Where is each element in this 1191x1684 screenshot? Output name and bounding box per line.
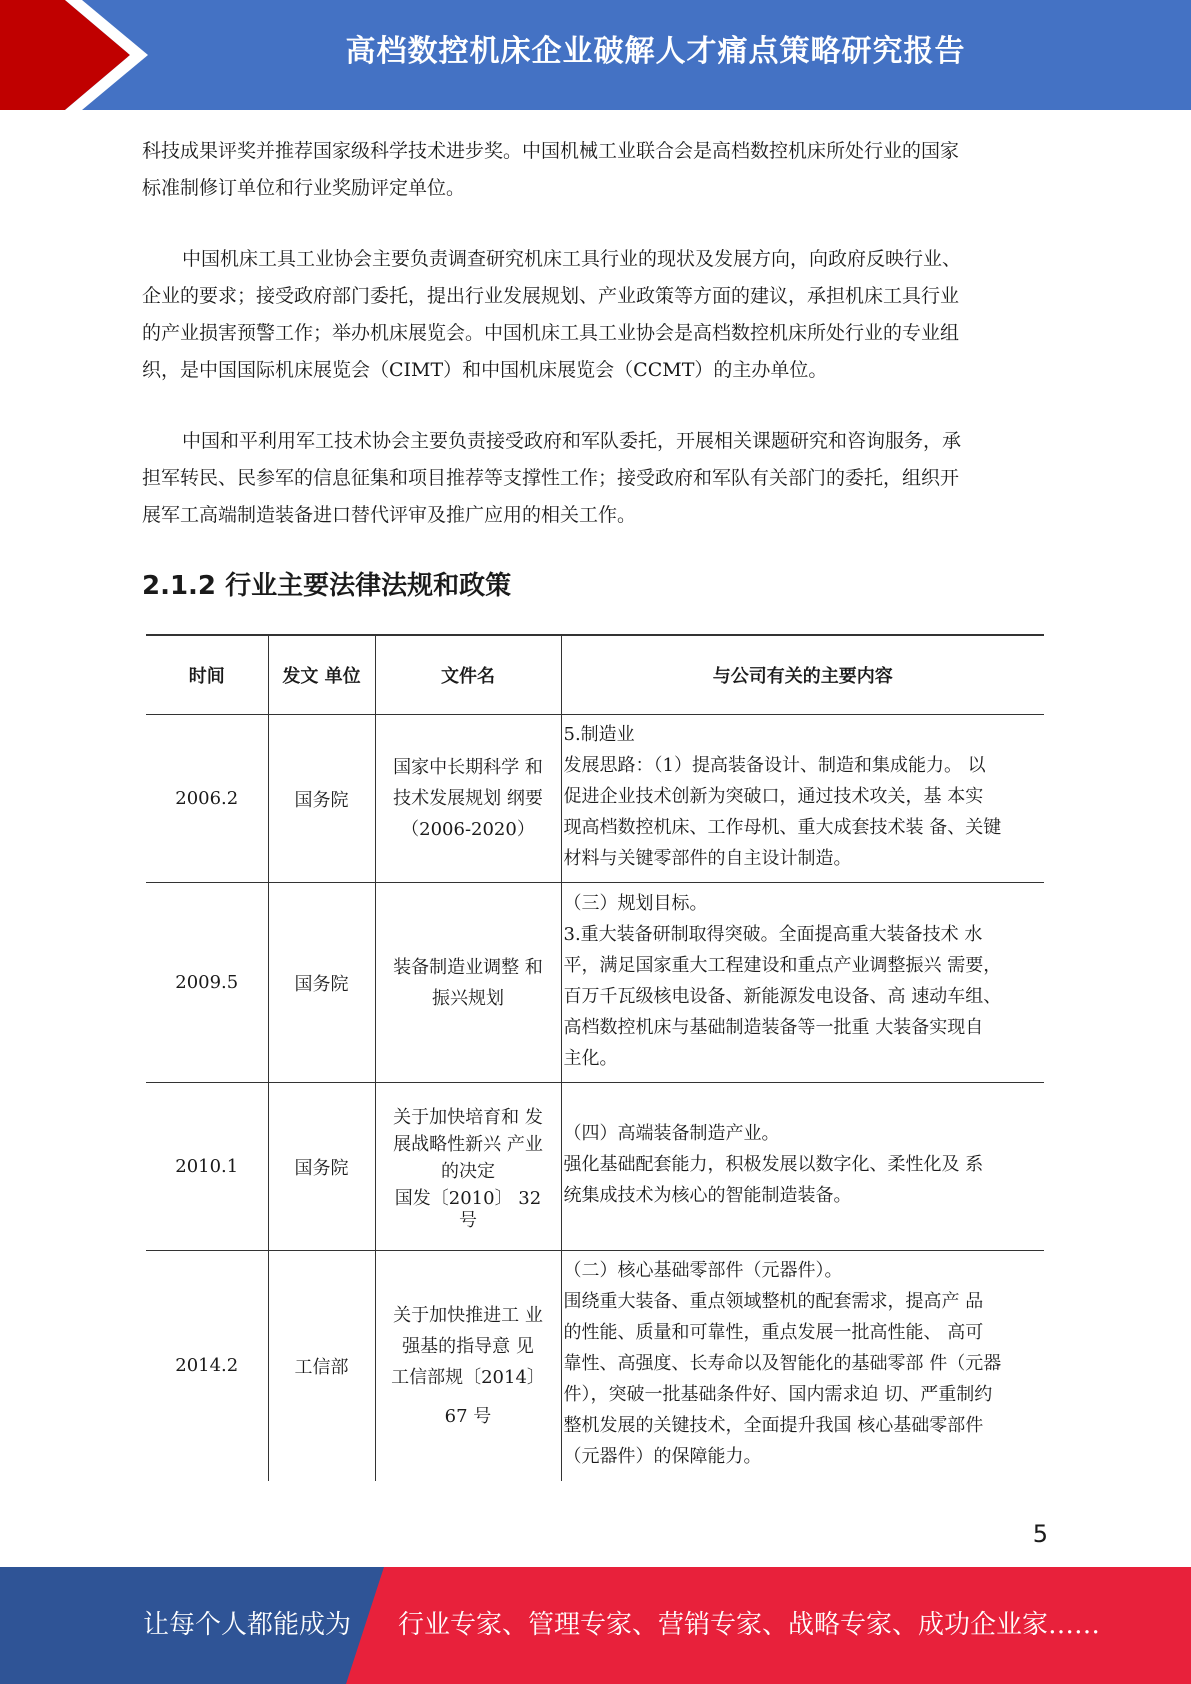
content-line: 平，满足国家重大工程建设和重点产业调整振兴 需要， <box>563 954 1002 976</box>
cell-time: 2009.5 <box>146 883 268 1083</box>
page-number: 5 <box>1032 1520 1048 1548</box>
column-header-document: 文件名 <box>375 635 561 715</box>
content-line: （元器件）的保障能力。 <box>563 1446 762 1468</box>
paragraph-line: 中国机床工具工业协会主要负责调查研究机床工具行业的现状及发展方向，向政府反映行业、 <box>182 248 962 270</box>
cell-document <box>375 1083 561 1251</box>
content-line: （四）高端装备制造产业。 <box>563 1123 780 1144</box>
doc-line: （2006-2020） <box>401 819 535 840</box>
doc-line: 号 <box>459 1209 477 1231</box>
content-line: 3.重大装备研制取得突破。全面提高重大装备技术 水 <box>563 923 983 945</box>
cell-content <box>561 883 1044 1083</box>
column-header-unit: 发文 单位 <box>268 635 375 715</box>
content-line: 的性能、质量和可靠性，重点发展一批高性能、 高可 <box>563 1322 984 1344</box>
content-line: 5.制造业 <box>563 724 635 745</box>
doc-line: 展战略性新兴 产业 <box>393 1133 543 1155</box>
content-line: 整机发展的关键技术，全面提升我国 核心基础零部件 <box>563 1415 984 1437</box>
cell-document <box>375 715 561 883</box>
paragraph-line: 标准制修订单位和行业奖励评定单位。 <box>142 177 466 199</box>
paragraph-line: 织，是中国国际机床展览会（CIMT）和中国机床展览会（CCMT）的主办单位。 <box>142 359 828 381</box>
table-header-row <box>146 635 1044 715</box>
paragraph-line: 科技成果评奖并推荐国家级科学技术进步奖。中国机械工业联合会是高档数控机床所处行业的国家 <box>142 140 960 162</box>
table-row <box>146 715 1044 883</box>
cell-document <box>375 1251 561 1481</box>
content-line: 现高档数控机床、工作母机、重大成套技术装 备、关键 <box>563 817 1002 838</box>
doc-line: 关于加快培育和 发 <box>393 1106 543 1128</box>
cell-content <box>561 715 1044 883</box>
page-header <box>0 0 1191 110</box>
paragraph-line: 的产业损害预警工作；举办机床展览会。中国机床工具工业协会是高档数控机床所处行业的专业组 <box>142 322 960 344</box>
doc-line: 的决定 <box>441 1160 495 1182</box>
cell-unit: 国务院 <box>268 883 375 1083</box>
content-line: 材料与关键零部件的自主设计制造。 <box>563 848 852 869</box>
content-line: 统集成技术为核心的智能制造装备。 <box>563 1185 852 1206</box>
cell-time: 2010.1 <box>146 1083 268 1251</box>
doc-line: 工信部规〔2014〕 <box>391 1366 545 1388</box>
content-line: 强化基础配套能力，积极发展以数字化、柔性化及 系 <box>563 1154 984 1175</box>
cell-content <box>561 1251 1044 1481</box>
doc-line: 装备制造业调整 和 <box>393 956 543 978</box>
cell-time: 2014.2 <box>146 1251 268 1481</box>
doc-line: 67 号 <box>444 1405 492 1427</box>
table-row <box>146 883 1044 1083</box>
content-line: 主化。 <box>563 1047 618 1069</box>
doc-line: 国家中长期科学 和 <box>393 757 543 778</box>
content-line: 发展思路：（1）提高装备设计、制造和集成能力。 以 <box>563 755 986 776</box>
paragraph-2 <box>142 241 1044 389</box>
table-row <box>146 1251 1044 1481</box>
cell-document <box>375 883 561 1083</box>
cell-unit: 国务院 <box>268 1083 375 1251</box>
cell-unit: 工信部 <box>268 1251 375 1481</box>
paragraph-line: 企业的要求；接受政府部门委托，提出行业发展规划、产业政策等方面的建议，承担机床工具行业 <box>142 285 960 307</box>
content-line: 围绕重大装备、重点领域整机的配套需求，提高产 品 <box>563 1291 984 1313</box>
paragraph-line: 展军工高端制造装备进口替代评审及推广应用的相关工作。 <box>142 504 637 526</box>
paragraph-3 <box>142 423 1044 534</box>
doc-line: 振兴规划 <box>432 987 504 1009</box>
content-line: （二）核心基础零部件（元器件）。 <box>563 1260 843 1282</box>
section-heading: 2.1.2 行业主要法律法规和政策 <box>142 571 512 601</box>
column-header-content: 与公司有关的主要内容 <box>561 635 1044 715</box>
content-line: 高档数控机床与基础制造装备等一批重 大装备实现自 <box>563 1016 984 1038</box>
cell-unit: 国务院 <box>268 715 375 883</box>
content-line: （三）规划目标。 <box>563 892 708 914</box>
column-header-time: 时间 <box>146 635 268 715</box>
doc-line: 关于加快推进工 业 <box>393 1304 543 1326</box>
content-line: 促进企业技术创新为突破口，通过技术攻关，基 本实 <box>563 786 984 807</box>
paragraph-line: 中国和平利用军工技术协会主要负责接受政府和军队委托，开展相关课题研究和咨询服务，承 <box>182 430 962 452</box>
doc-line: 技术发展规划 纲要 <box>393 788 543 809</box>
body-text <box>142 133 1044 534</box>
doc-line: 国发〔2010〕 32 <box>394 1187 542 1209</box>
paragraph-line: 担军转民、民参军的信息征集和项目推荐等支撑性工作；接受政府和军队有关部门的委托，组织开 <box>142 467 960 489</box>
page-footer <box>0 1567 1191 1684</box>
cell-time: 2006.2 <box>146 715 268 883</box>
paragraph-1 <box>142 133 1044 207</box>
report-title: 高档数控机床企业破解人才痛点策略研究报告 <box>345 34 966 69</box>
content-line: 百万千瓦级核电设备、新能源发电设备、高 速动车组、 <box>563 985 1002 1007</box>
policy-table <box>146 634 1044 1481</box>
footer-slogan-right: 行业专家、管理专家、营销专家、战略专家、成功企业家…… <box>398 1610 1101 1640</box>
footer-slogan-left: 让每个人都能成为 <box>143 1610 352 1640</box>
content-line: 靠性、高强度、长寿命以及智能化的基础零部 件（元器 <box>563 1353 1002 1375</box>
table-row <box>146 1083 1044 1251</box>
cell-content <box>561 1083 1044 1251</box>
doc-line: 强基的指导意 见 <box>402 1335 534 1357</box>
content-line: 件），突破一批基础条件好、国内需求迫 切、严重制约 <box>563 1384 993 1406</box>
